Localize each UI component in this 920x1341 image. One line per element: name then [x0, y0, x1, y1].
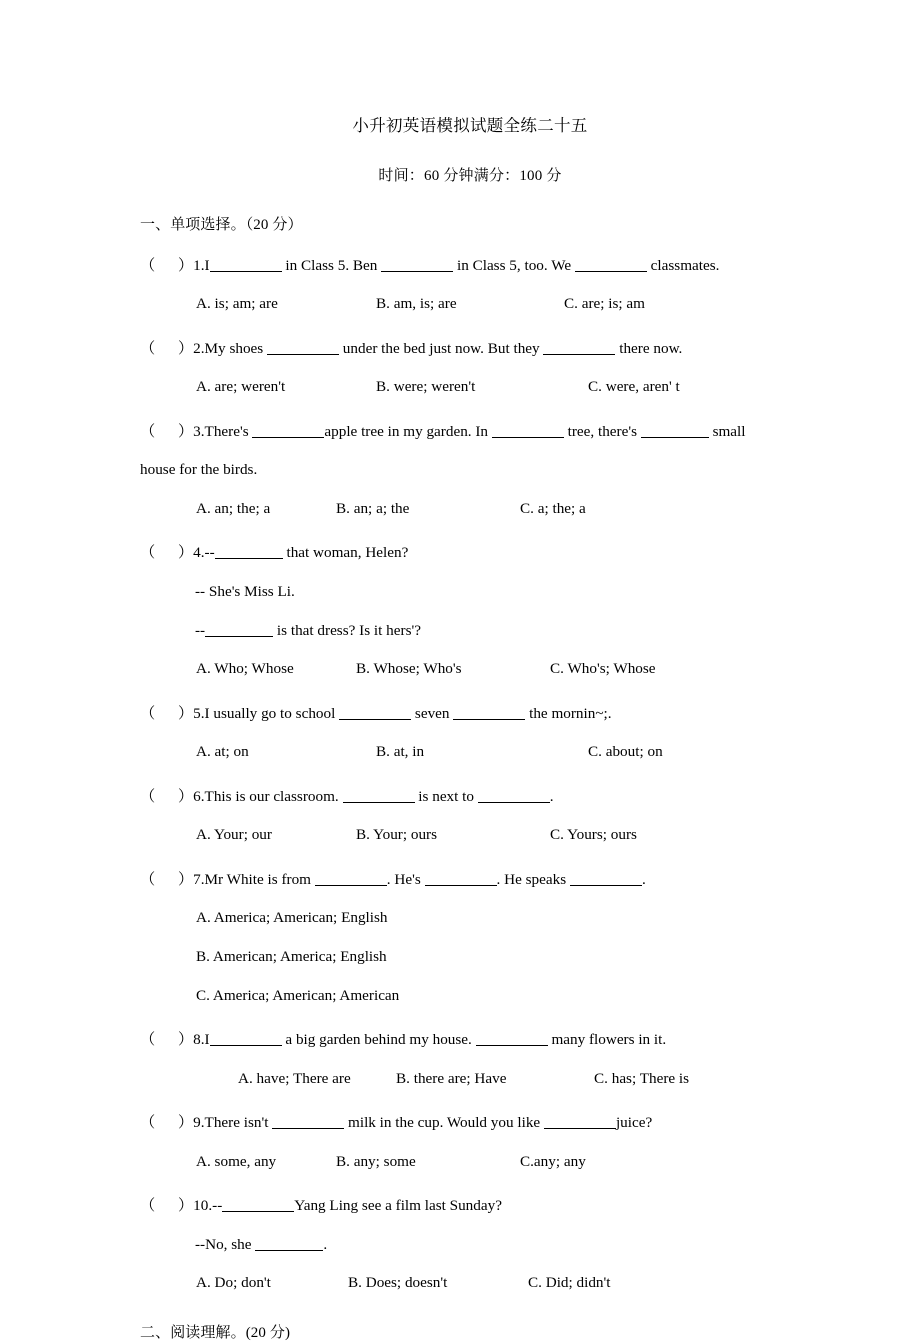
answer-blank[interactable]	[210, 256, 282, 271]
question-7-options	[140, 906, 800, 1007]
question-9-stem	[140, 1111, 800, 1135]
question-5-text-a: I usually go to school	[204, 704, 336, 722]
question-3-text-a: There's	[204, 422, 249, 440]
option-c[interactable]: C. a; the; a	[520, 499, 586, 517]
question-6-marker[interactable]: （ ）6.	[140, 787, 205, 805]
section-heading-2: 二、阅读理解。(20 分)	[140, 1324, 291, 1341]
question-10-stem	[140, 1194, 800, 1218]
question-4-text-b: that woman, Helen?	[286, 544, 409, 562]
answer-blank[interactable]	[543, 339, 615, 354]
question-4-dialogue-2-text-a: --	[195, 621, 206, 639]
answer-blank[interactable]	[544, 1114, 616, 1129]
question-1-marker[interactable]: （ ）1.	[140, 256, 205, 274]
question-5-text-b: seven	[414, 704, 450, 722]
question-6	[140, 785, 800, 847]
section-heading-1: 一、单项选择。（20 分）	[140, 216, 303, 233]
option-c[interactable]: C. Who's; Whose	[550, 660, 656, 678]
question-9-text-b: milk in the cup. Would you like	[348, 1114, 541, 1132]
option-b[interactable]: B. were; weren't	[376, 378, 476, 396]
question-4	[140, 541, 800, 680]
page-title: 小升初英语模拟试题全练二十五	[352, 116, 588, 135]
question-7-stem	[140, 868, 800, 892]
question-8	[140, 1028, 800, 1090]
option-b[interactable]: B. an; a; the	[336, 499, 410, 517]
question-8-marker[interactable]: （ ）8.	[140, 1031, 205, 1049]
question-4-options	[140, 657, 800, 681]
question-4-dialogue-line-1: -- She's Miss Li.	[195, 582, 295, 600]
question-6-text-a: This is our classroom.	[204, 787, 339, 805]
question-4-marker[interactable]: （ ）4.	[140, 544, 205, 562]
option-b[interactable]: B. American; America; English	[196, 947, 387, 965]
question-6-stem	[140, 785, 800, 809]
option-a[interactable]: A. some, any	[196, 1152, 277, 1170]
question-3-text-d: small	[712, 422, 746, 440]
option-b[interactable]: B. Whose; Who's	[356, 660, 462, 678]
question-8-text-b: a big garden behind my house.	[285, 1031, 472, 1049]
option-a[interactable]: A. is; am; are	[196, 295, 278, 313]
question-2-text-b: under the bed just now. But they	[342, 339, 540, 357]
question-3-text-c: tree, there's	[567, 422, 637, 440]
question-6-options	[140, 823, 800, 847]
answer-blank[interactable]	[641, 422, 709, 437]
option-a[interactable]: A. America; American; English	[196, 909, 388, 927]
question-10-marker[interactable]: （ ）10.	[140, 1197, 213, 1215]
question-2-marker[interactable]: （ ）2.	[140, 339, 205, 357]
question-3-stem	[140, 420, 800, 444]
question-4-text-a: --	[204, 544, 215, 562]
question-5-marker[interactable]: （ ）5.	[140, 704, 205, 722]
option-c[interactable]: C. were, aren' t	[588, 378, 680, 396]
option-a[interactable]: A. have; There are	[238, 1069, 351, 1087]
question-7-text-b: . He's	[386, 870, 421, 888]
option-c[interactable]: C. Yours; ours	[550, 826, 637, 844]
question-3-marker[interactable]: （ ）3.	[140, 422, 205, 440]
question-6-text-c: .	[549, 787, 554, 805]
option-a[interactable]: A. Who; Whose	[196, 660, 294, 678]
option-c[interactable]: C. are; is; am	[564, 295, 645, 313]
exam-time-score-line: 时间：60 分钟满分：100 分	[378, 167, 562, 184]
question-5-stem	[140, 702, 800, 726]
option-a[interactable]: A. at; on	[196, 743, 249, 761]
option-b[interactable]: B. Does; doesn't	[348, 1274, 448, 1292]
option-b[interactable]: B. am, is; are	[376, 295, 457, 313]
option-b[interactable]: B. any; some	[336, 1152, 416, 1170]
answer-blank[interactable]	[210, 1031, 282, 1046]
question-6-text-b: is next to	[418, 787, 474, 805]
answer-blank[interactable]	[315, 870, 387, 885]
question-10-options	[140, 1271, 800, 1295]
answer-blank[interactable]	[570, 870, 642, 885]
answer-blank[interactable]	[267, 339, 339, 354]
question-2-text-a: My shoes	[204, 339, 264, 357]
question-8-stem	[140, 1028, 800, 1052]
answer-blank[interactable]	[343, 787, 415, 802]
answer-blank[interactable]	[476, 1031, 548, 1046]
answer-blank[interactable]	[575, 256, 647, 271]
option-b[interactable]: B. at, in	[376, 743, 425, 761]
question-1	[140, 254, 800, 316]
question-3	[140, 420, 800, 521]
question-2-options	[140, 375, 800, 399]
question-1-text-a: I	[204, 256, 210, 274]
question-8-text-c: many flowers in it.	[551, 1031, 667, 1049]
answer-blank[interactable]	[425, 870, 497, 885]
question-7-text-c: . He speaks	[496, 870, 567, 888]
question-7-marker[interactable]: （ ）7.	[140, 870, 205, 888]
question-4-stem	[140, 541, 800, 565]
option-c[interactable]: C. has; There is	[594, 1069, 690, 1087]
option-c[interactable]: C. about; on	[588, 743, 663, 761]
option-b[interactable]: B. there are; Have	[396, 1069, 507, 1087]
question-1-text-c: in Class 5, too. We	[456, 256, 572, 274]
question-1-text-b: in Class 5. Ben	[285, 256, 378, 274]
answer-blank[interactable]	[205, 621, 273, 636]
question-9-marker[interactable]: （ ）9.	[140, 1114, 205, 1132]
question-8-options	[140, 1067, 800, 1091]
option-c[interactable]: C. Did; didn't	[528, 1274, 611, 1292]
question-3-options	[140, 497, 800, 521]
question-1-options	[140, 292, 800, 316]
answer-blank[interactable]	[222, 1197, 294, 1212]
option-a[interactable]: A. are; weren't	[196, 378, 286, 396]
question-5-options	[140, 740, 800, 764]
page-content	[140, 0, 800, 1341]
question-10-dialogue-1-text-a: --No, she	[195, 1235, 252, 1253]
answer-blank[interactable]	[252, 422, 324, 437]
answer-blank[interactable]	[339, 704, 411, 719]
question-1-text-d: classmates.	[650, 256, 720, 274]
question-9-options	[140, 1150, 800, 1174]
option-c[interactable]: C.any; any	[520, 1152, 586, 1170]
option-c[interactable]: C. America; American; American	[196, 986, 400, 1004]
option-a[interactable]: A. an; the; a	[196, 499, 271, 517]
answer-blank[interactable]	[255, 1235, 323, 1250]
question-10-text-a: --	[212, 1197, 223, 1215]
question-7-text-d: .	[641, 870, 646, 888]
question-10-dialogue-1-text-b: .	[323, 1235, 328, 1253]
question-1-stem	[140, 254, 800, 278]
answer-blank[interactable]	[272, 1114, 344, 1129]
question-9	[140, 1111, 800, 1173]
question-4-dialogue-2-text-b: is that dress? Is it hers'?	[276, 621, 421, 639]
answer-blank[interactable]	[453, 704, 525, 719]
question-2-text-c: there now.	[619, 339, 683, 357]
answer-blank[interactable]	[381, 256, 453, 271]
question-7-text-a: Mr White is from	[204, 870, 311, 888]
option-a[interactable]: A. Your; our	[196, 826, 272, 844]
question-10-dialogue-line-1	[140, 1233, 800, 1257]
question-2	[140, 337, 800, 399]
answer-blank[interactable]	[492, 422, 564, 437]
question-5	[140, 702, 800, 764]
answer-blank[interactable]	[478, 787, 550, 802]
question-4-dialogue-line-2	[140, 619, 800, 643]
question-3-continuation: house for the birds.	[140, 461, 258, 479]
option-b[interactable]: B. Your; ours	[356, 826, 438, 844]
question-2-stem	[140, 337, 800, 361]
question-5-text-c: the mornin~;.	[529, 704, 612, 722]
question-9-text-a: There isn't	[204, 1114, 269, 1132]
question-8-text-a: I	[204, 1031, 210, 1049]
answer-blank[interactable]	[215, 544, 283, 559]
question-7	[140, 868, 800, 1007]
question-10-text-b: Yang Ling see a film last Sunday?	[294, 1197, 502, 1215]
question-3-text-b: apple tree in my garden. In	[324, 422, 489, 440]
option-a[interactable]: A. Do; don't	[196, 1274, 271, 1292]
question-9-text-c: juice?	[615, 1114, 653, 1132]
question-10	[140, 1194, 800, 1295]
